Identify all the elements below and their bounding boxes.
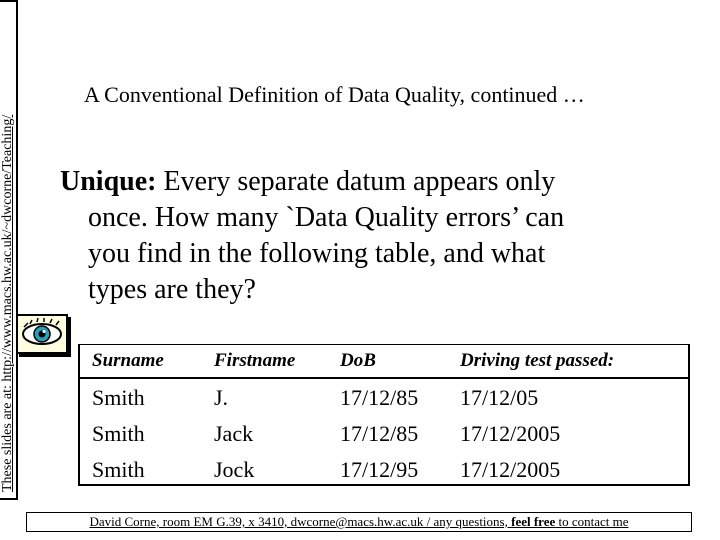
body-term: Unique: — [60, 166, 157, 197]
footer-bold: feel free — [511, 514, 556, 529]
cell-dob: 17/12/85 — [340, 421, 419, 446]
slides-url-text — [0, 0, 16, 494]
eye-icon[interactable] — [16, 314, 68, 354]
cell-surname: Smith — [92, 457, 145, 482]
cell-surname: Smith — [92, 385, 145, 410]
eye-icon-graphic — [18, 316, 66, 352]
cell-dob: 17/12/95 — [340, 457, 419, 482]
data-quality-table — [78, 344, 690, 486]
cell-driving-test: 17/12/2005 — [460, 457, 561, 482]
body-line-1-text: Every separate datum appears only — [156, 166, 556, 197]
footer-text: David Corne, room EM G.39, x 3410, dwcorne@macs.hw.ac.uk / any questions, — [89, 514, 512, 529]
cell-driving-test: 17/12/05 — [460, 385, 539, 410]
cell-surname: Smith — [92, 421, 145, 446]
cell-firstname: J. — [214, 385, 229, 410]
footer-contact — [26, 512, 692, 532]
cell-firstname: Jock — [214, 457, 255, 482]
header-driving-test: Driving test passed: — [460, 350, 615, 371]
sidebar-frame — [0, 0, 18, 500]
table-header-row — [80, 345, 688, 379]
slides-url-link[interactable]: These slides are at: http://www.macs.hw.ac.uk/~dwcorne/Teaching/ — [0, 114, 15, 492]
slide-title: A Conventional Definition of Data Quality, continued … — [84, 82, 585, 107]
header-dob: DoB — [340, 350, 376, 371]
body-line-1 — [60, 164, 700, 200]
cell-dob: 17/12/85 — [340, 385, 419, 410]
body-line-4: types are they? — [88, 274, 256, 305]
body-line-2: once. How many `Data Quality errors’ can — [88, 202, 565, 233]
footer-text-end: to contact me — [555, 514, 629, 529]
body-line-3: you find in the following table, and what — [88, 238, 546, 269]
header-firstname: Firstname — [214, 350, 296, 371]
cell-firstname: Jack — [214, 421, 254, 446]
cell-driving-test: 17/12/2005 — [460, 421, 561, 446]
slide-body — [60, 164, 700, 308]
header-surname: Surname — [92, 350, 164, 371]
